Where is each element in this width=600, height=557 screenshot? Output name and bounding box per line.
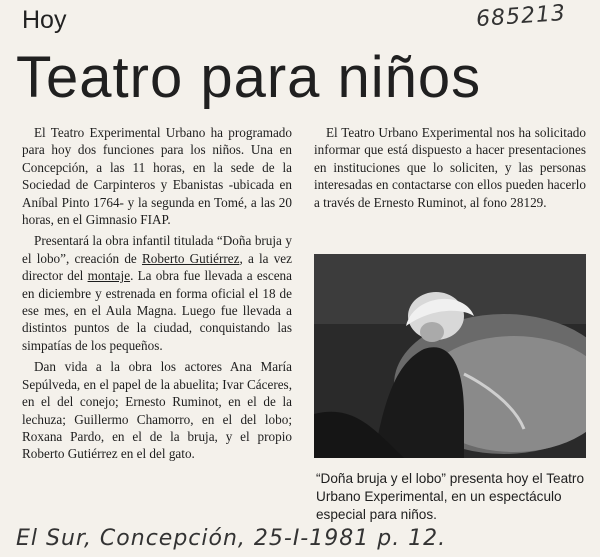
- paragraph-text: . La obra fue llevada a escena en diciembre y estrenada en forma oficial el 18 de ese mes, en el Aula Magna. Luego fue llevada a distintos puntos de la ciudad, conquistando las simpatías de los pequeños.: [22, 268, 292, 353]
- play-photo: [314, 254, 586, 458]
- article-paragraph: El Teatro Experimental Urbano ha programado para hoy dos funciones para los niños. Una en Concepción, a las 11 horas, en la sede de la Sociedad de Carpinteros y Ebanistas -ubicada en Aníbal Pinto 1764- y la segunda en Tomé, a las 20 horas, en el Gimnasio FIAP.: [22, 125, 292, 228]
- paragraph-text: , a la vez director del: [22, 250, 292, 284]
- article-paragraph: [22, 232, 292, 354]
- article-right-column: [314, 124, 586, 211]
- archive-number: 685213: [475, 0, 567, 33]
- paragraph-text: Presentará la obra infantil titulada “Doña bruja y el lobo”, creación de: [22, 233, 292, 266]
- headline: Teatro para niños: [16, 45, 482, 110]
- photo-caption: “Doña bruja y el lobo” presenta hoy el Teatro Urbano Experimental, en un espectáculo especial para niños.: [316, 471, 585, 522]
- handwritten-source-note: El Sur, Concepción, 25-I-1981 p. 12.: [16, 526, 447, 551]
- underlined-author-name: Roberto Gutiérrez: [141, 250, 240, 266]
- underlined-word: montaje: [87, 268, 131, 284]
- kicker: Hoy: [22, 6, 67, 34]
- article-paragraph: Dan vida a la obra los actores Ana María Sepúlveda, en el papel de la abuelita; Ivar Cáceres, en el del conejo; Ernesto Ruminot, en el de la lechuza; Guillermo Chamorro, en el del lobo; Roxana Pardo, en el de la bruja, y el propio Roberto Gutiérrez en el del gato.: [22, 359, 292, 462]
- article-left-column: [22, 124, 292, 463]
- photo-image: [314, 254, 586, 458]
- article-paragraph: El Teatro Urbano Experimental nos ha solicitado informar que está dispuesto a hacer presentaciones en instituciones que lo soliciten, y las personas interesadas en contactarse con ellos pueden hacerlo a través de Ernesto Ruminot, al fono 28129.: [314, 125, 586, 210]
